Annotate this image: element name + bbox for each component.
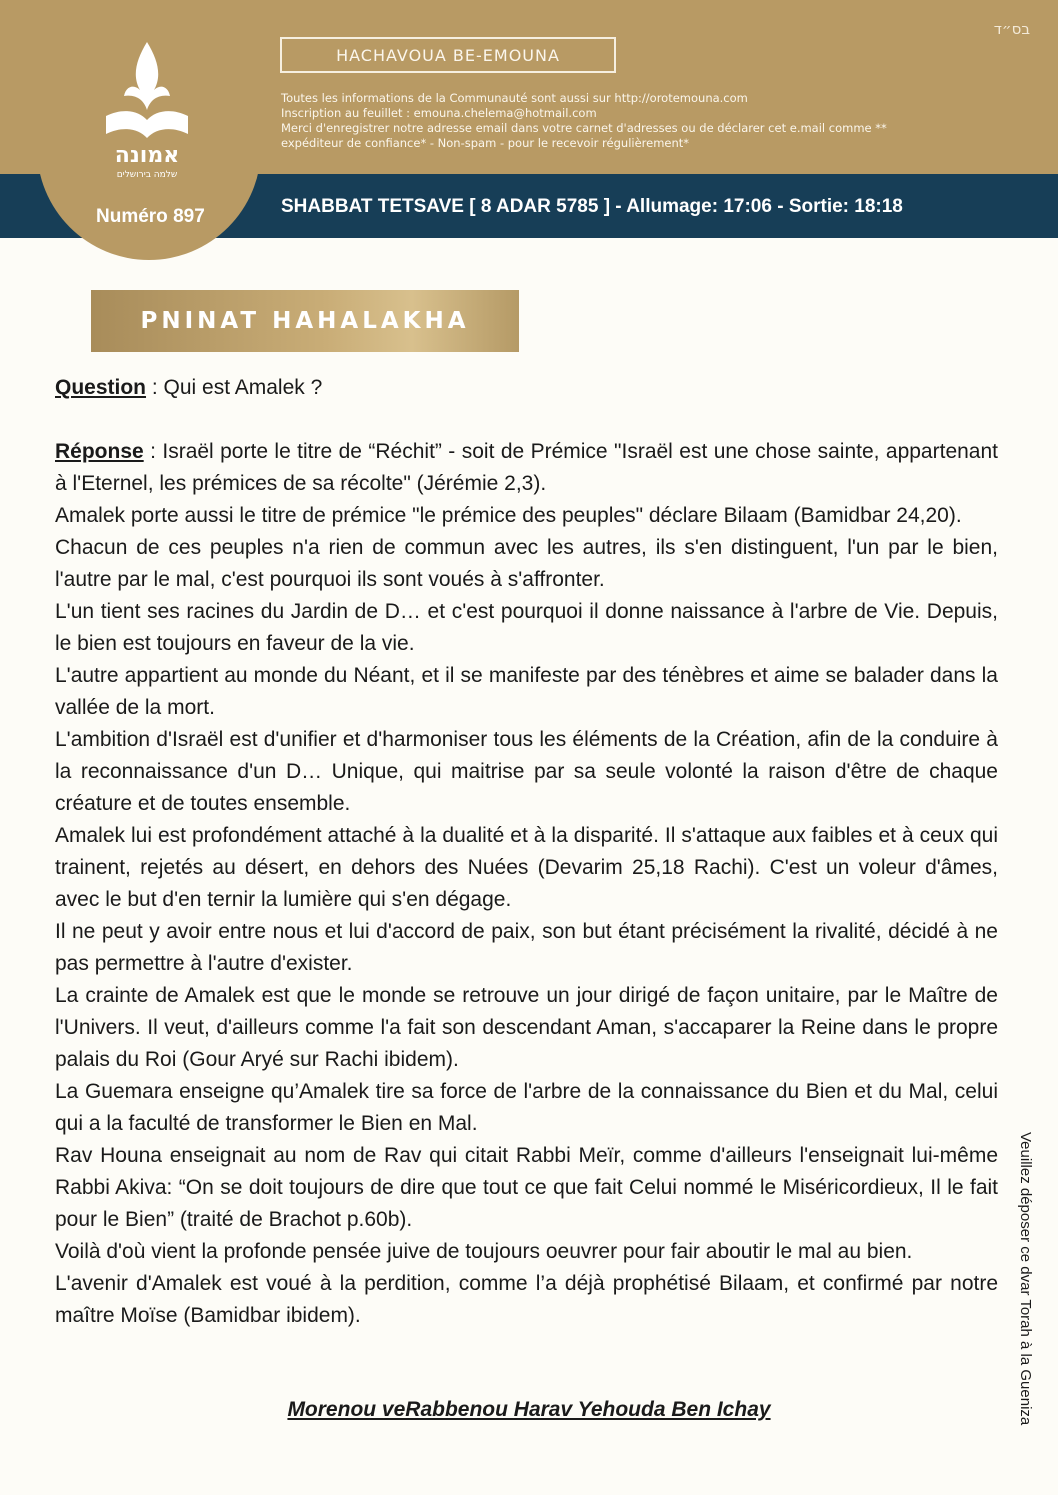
info-line: Inscription au feuillet : emouna.chelema@hotmail.com <box>281 106 597 120</box>
section-banner <box>91 290 519 352</box>
question-label: Question <box>55 376 147 399</box>
issue-number: Numéro 897 <box>96 206 205 227</box>
answer-text: : Israël porte le titre de “Réchit” - soit de Prémice "Israël est une chose sainte, appartenant à l'Eternel, les prémices de sa récolte" (Jérémie 2,3). <box>55 440 998 495</box>
open-book-shape <box>106 111 188 138</box>
logo-hebrew-word: אמונה <box>114 143 180 168</box>
answer-paragraph: La crainte de Amalek est que le monde se retrouve un jour dirigé de façon unitaire, par le Maître de l'Univers. Il veut, d'ailleurs comme l'a fait son descendant Aman, s'accaparer la Reine dans le propre palais du Roi (Gour Aryé sur Rachi ibidem). <box>55 984 998 1071</box>
info-line: expéditeur de confiance* - Non-spam - pour le recevoir régulièrement* <box>281 136 690 150</box>
answer-paragraph: Amalek lui est profondément attaché à la dualité et à la disparité. Il s'attaque aux faibles et à ceux qui trainent, rejetés au désert, en dehors des Nuées (Devarim 25,18 Rachi). C'est un voleur d'âmes, avec le but d'en ternir la lumière qui s'en dégage. <box>55 824 998 911</box>
answer-paragraph: Voilà d'où vient la profonde pensée juive de toujours oeuvrer pour fair aboutir le mal au bien. <box>55 1240 913 1263</box>
answer-paragraph: L'un tient ses racines du Jardin de D… et c'est pourquoi il donne naissance à l'arbre de Vie. Depuis, le bien est toujours en faveur de la vie. <box>55 600 998 655</box>
answer-paragraph: L'avenir d'Amalek est voué à la perdition, comme l’a déjà prophétisé Bilaam, et confirmé par notre maître Moïse (Bamidbar ibidem). <box>55 1272 998 1327</box>
answer-paragraph: Amalek porte aussi le titre de prémice "le prémice des peuples" déclare Bilaam (Bamidbar 24,20). <box>55 504 962 527</box>
answer-paragraph: La Guemara enseigne qu’Amalek tire sa force de l'arbre de la connaissance du Bien et du Mal, celui qui a la faculté de transformer le Bien en Mal. <box>55 1080 998 1135</box>
question-text: : Qui est Amalek ? <box>146 376 323 399</box>
section-title: PNINAT HAHALAKHA <box>140 308 470 334</box>
bsd-mark: בס״ד <box>993 20 1030 38</box>
question-line <box>55 372 998 404</box>
answer-paragraph: L'autre appartient au monde du Néant, et il se manifeste par des ténèbres et aime se balader dans la vallée de la mort. <box>55 664 998 719</box>
info-line: Toutes les informations de la Communauté sont aussi sur http://orotemouna.com <box>281 91 748 105</box>
article-body <box>55 372 998 1332</box>
logo-hebrew-subtext: שלמה בירושלים <box>116 170 178 180</box>
answer-paragraph: Chacun de ces peuples n'a rien de commun avec les autres, ils s'en distinguent, l'un par le bien, l'autre par le mal, c'est pourquoi ils sont voués à s'affronter. <box>55 536 998 591</box>
publication-title: HACHAVOUA BE-EMOUNA <box>280 37 616 73</box>
flame-shape <box>124 42 170 110</box>
answer-paragraph: Il ne peut y avoir entre nous et lui d'accord de paix, son but étant précisément la rivalité, décidé à ne pas permettre à l'autre d'exister. <box>55 920 998 975</box>
genizah-note: Veuillez déposer ce dvar Torah à la Guenizа <box>1017 1132 1034 1426</box>
answer-paragraph <box>55 436 998 500</box>
header-info <box>281 91 941 151</box>
author-signature: Morenou veRabbenou Harav Yehouda Ben Ichay <box>287 1398 771 1421</box>
emouna-logo <box>100 38 194 180</box>
answer-paragraph: L'ambition d'Israël est d'unifier et d'harmoniser tous les éléments de la Création, afin de la conduire à la reconnaissance d'un D… Unique, qui maitrise par sa seule volonté la raison d'être de chaque créature et de toutes ensemble. <box>55 728 998 815</box>
answer-label: Réponse <box>55 440 144 463</box>
shabbat-times: SHABBAT TETSAVE [ 8 ADAR 5785 ] - Allumage: 17:06 - Sortie: 18:18 <box>281 196 903 217</box>
info-line: Merci d'enregistrer notre adresse email dans votre carnet d'adresses ou de déclarer cet e.mail comme ** <box>281 121 887 135</box>
answer-paragraph: Rav Houna enseignait au nom de Rav qui citait Rabbi Meïr, comme d'ailleurs l'enseignait lui-même Rabbi Akiva: “On se doit toujours de dire que tout ce que fait Celui nommé le Miséricordieux, Il le fait pour le Bien” (traité de Brachot p.60b). <box>55 1144 998 1231</box>
